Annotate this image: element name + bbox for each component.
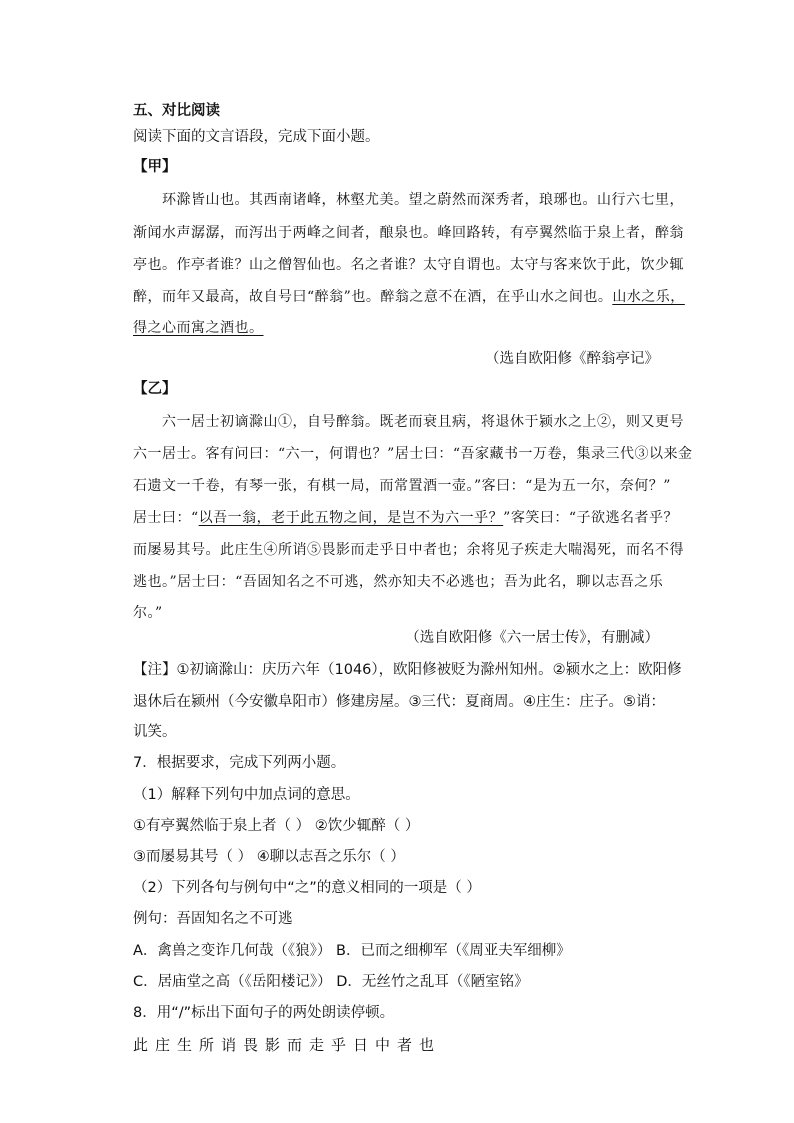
jia-label: 【甲】 <box>133 159 177 175</box>
q7-item1: ①有亭翼然临于泉上者（ ） ②饮少辄醉（ ） <box>133 818 420 834</box>
yi-line-1: 六一居士初谪滁山①，自号醉翁。既老而衰且病，将退休于颍水之上②，则又更号 <box>162 414 684 430</box>
jia-line-4-text: 醉，而年又最高，故自号曰“醉翁”也。醉翁之意不在酒，在乎山水之间也。 <box>133 289 613 305</box>
yi-line-7: 尔。” <box>133 605 163 621</box>
note-text-1: 【注】①初谪滁山：庆历六年（1046），欧阳修被贬为滁州知州。②颍水之上：欧阳修 <box>133 662 682 678</box>
q7-title: 7．根据要求，完成下列两小题。 <box>133 755 346 771</box>
q7-sub1: （1）解释下列句中加点词的意思。 <box>133 787 360 803</box>
yi-line-4-prefix: 居士曰：“ <box>133 510 199 526</box>
jia-source: （选自欧阳修《醉翁亭记》 <box>485 351 659 367</box>
section-instruction: 阅读下面的文言语段，完成下面小题。 <box>133 129 380 145</box>
jia-line-1: 环滁皆山也。其西南诸峰，林壑尤美。望之蔚然而深秀者，琅琊也。山行六七里， <box>162 192 684 208</box>
yi-line-6: 逃也。”居士曰：“吾固知名之不可逃，然亦知夫不必逃也；吾为此名，聊以志吾之乐 <box>133 574 664 590</box>
yi-line-5: 而屡易其号。此庄生④所诮⑤畏影而走乎日中者也；余将见子疾走大喘渴死，而名不得 <box>133 542 684 558</box>
yi-source: （选自欧阳修《六一居士传》，有删减） <box>405 630 659 646</box>
q8-sentence: 此庄生所诮畏影而走乎日中者也 <box>133 1036 442 1054</box>
section-heading: 五、对比阅读 <box>133 103 220 119</box>
q7-options-cd: C．居庙堂之高（《岳阳楼记》） D．无丝竹之乱耳（《陋室铭》 <box>133 974 529 990</box>
q7-item2: ③而屡易其号（ ） ④聊以志吾之乐尔（ ） <box>133 849 405 865</box>
note-line-1 <box>133 660 682 680</box>
yi-line-4-suffix: ”客笑曰：“子欲逃名者乎？ <box>503 510 678 526</box>
note-line-2: 退休后在颍州（今安徽阜阳市）修建房屋。③三代：夏商周。④庄生：庄子。⑤诮： <box>133 694 665 710</box>
q7-options-ab: A．禽兽之变诈几何哉（《狼》） B．已而之细柳军（《周亚夫军细柳》 <box>133 943 571 959</box>
jia-line-3: 亭也。作亭者谁？山之僧智仙也。名之者谁？太守自谓也。太守与客来饮于此，饮少辄 <box>133 257 684 273</box>
q7-example: 例句：吾固知名之不可逃 <box>133 911 293 927</box>
yi-line-3: 石遗文一千卷，有琴一张，有棋一局，而常置酒一壶。”客曰：“是为五一尔，奈何？” <box>133 478 671 494</box>
jia-line-2: 渐闻水声潺潺，而泻出于两峰之间者，酿泉也。峰回路转，有亭翼然临于泉上者，醉翁 <box>133 225 684 241</box>
note-line-3: 讥笑。 <box>133 724 177 740</box>
jia-line-4 <box>133 287 685 307</box>
jia-line-5: 得之心而寓之酒也。 <box>133 320 264 336</box>
yi-underlined-sentence: 以吾一翁，老于此五物之间，是岂不为六一乎？ <box>198 510 504 526</box>
yi-line-4 <box>133 508 678 528</box>
q8-title: 8．用“/”标出下面句子的两处朗读停顿。 <box>133 1005 395 1021</box>
jia-underlined-phrase: 山水之乐， <box>612 289 685 305</box>
yi-line-2: 六一居士。客有问曰：“六一，何谓也？”居士曰：“吾家藏书一万卷，集录三代③以来金 <box>133 446 693 462</box>
yi-label: 【乙】 <box>133 381 177 397</box>
q7-sub2: （2）下列各句与例句中“之”的意义相同的一项是（ ） <box>133 880 481 896</box>
